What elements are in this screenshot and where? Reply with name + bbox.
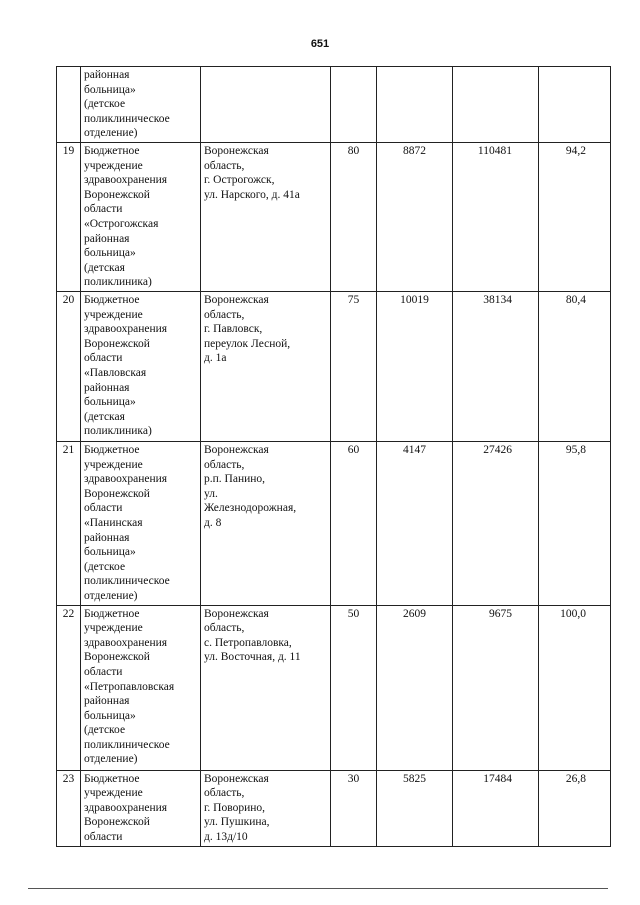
institution-name-cell [81,442,201,606]
address-cell [201,605,331,770]
value-3: 38134 [483,294,512,306]
table-row [57,442,611,606]
value-2-cell [377,442,453,606]
institution-name-line: поликлиника) [84,425,152,438]
address-line: область, [204,787,245,800]
institution-name-line: «Павловская [84,366,147,379]
value-1-cell [331,442,377,606]
table-row [57,605,611,770]
address-cell [201,292,331,442]
value-4-cell [539,770,611,846]
address-line: область, [204,622,245,635]
address-line: Железнодорожная, [204,502,297,515]
value-4-cell [539,67,611,143]
value-4: 26,8 [565,772,586,785]
institution-name-line: здравоохранения [84,473,168,486]
institution-name-line: области [84,830,123,843]
institution-name-line: поликлиническое [84,112,170,125]
institution-name-line: больница» [84,396,136,409]
value-1: 30 [347,772,360,785]
institution-name-line: отделение) [84,589,138,602]
value-3-cell [453,67,539,143]
institution-name-line: поликлиника) [84,276,152,289]
row-number-cell [57,770,81,846]
institution-name-line: больница» [84,709,136,722]
row-number: 20 [62,294,75,306]
row-number: 22 [62,607,75,620]
bottom-rule [28,888,608,889]
address-line: Воронежская [204,444,269,456]
institution-name-line: «Петропавловская [84,680,175,693]
value-3-cell [453,442,539,606]
value-2: 5825 [403,772,426,785]
institution-name-line: отделение) [84,127,138,140]
institution-name-cell [81,143,201,292]
institution-name-line: районная [84,232,130,245]
address-line: Воронежская [204,294,269,306]
value-2-cell [377,143,453,292]
value-3: 110481 [477,145,512,157]
value-3: 9675 [489,607,512,620]
row-number-cell [57,442,81,606]
value-4: 80,4 [565,294,586,306]
institution-name-line: учреждение [84,159,143,172]
table-row [57,770,611,846]
institution-name-line: (детское [84,98,126,111]
value-1: 80 [347,145,360,157]
row-number: 23 [62,772,75,785]
institution-name-line: поликлиническое [84,738,170,751]
institution-name-line: (детское [84,724,126,737]
table-row [57,292,611,442]
address-line: д. 8 [204,516,222,529]
address-line: с. Петропавловка, [204,636,292,649]
institution-name-line: больница» [84,247,136,260]
address-line: переулок Лесной, [204,337,291,350]
institution-name-line: учреждение [84,458,143,471]
institution-name-line: больница» [84,546,136,559]
address-line: область, [204,159,245,172]
value-2-cell [377,605,453,770]
address-line: г. Поворино, [204,801,266,814]
value-3-cell [453,292,539,442]
address-line: р.п. Панино, [204,473,266,486]
address-line: область, [204,458,245,471]
institution-name-line: больница» [84,83,136,96]
value-3-cell [453,143,539,292]
value-3: 17484 [483,772,512,785]
institution-name-line: здравоохранения [84,801,168,814]
institution-name-line: Воронежской [84,651,150,664]
institution-name-line: (детская [84,410,125,423]
address-line: область, [204,308,245,321]
institution-name-line: области [84,502,123,515]
institution-name-line: области [84,203,123,216]
row-number-cell [57,605,81,770]
value-2: 10019 [400,294,429,306]
institution-name-line: учреждение [84,622,143,635]
address-line: Воронежская [204,772,269,785]
value-1: 50 [347,607,360,620]
value-4: 100,0 [560,607,586,620]
institution-name-line: Воронежской [84,487,150,500]
institution-name-line: районная [84,695,130,708]
row-number: 19 [62,145,75,157]
institution-name-line: здравоохранения [84,636,168,649]
institution-name-line: районная [84,531,130,544]
value-1: 60 [347,444,360,456]
address-line: Воронежская [204,145,269,157]
value-2: 8872 [403,145,426,157]
institution-name-line: Воронежской [84,188,150,201]
institution-name-line: Воронежской [84,816,150,829]
address-line: Воронежская [204,607,269,620]
address-line: ул. Пушкина, [204,816,270,829]
value-3-cell [453,770,539,846]
address-cell [201,770,331,846]
institution-name-line: здравоохранения [84,174,168,187]
value-1: 75 [347,294,360,306]
institution-name-cell [81,605,201,770]
address-line: ул. Нарского, д. 41а [204,188,300,201]
row-number-cell [57,143,81,292]
institution-name-cell [81,67,201,143]
value-4: 94,2 [565,145,586,157]
value-2: 2609 [403,607,426,620]
value-2: 4147 [403,444,426,456]
value-4-cell [539,292,611,442]
institution-name-line: учреждение [84,787,143,800]
institution-name-line: (детская [84,261,125,274]
row-number: 21 [62,444,75,456]
institution-name-line: Бюджетное [84,145,140,157]
institution-name-line: отделение) [84,753,138,766]
value-1-cell [331,770,377,846]
page-number: 651 [310,38,330,50]
institution-name-line: поликлиническое [84,575,170,588]
value-4: 95,8 [565,444,586,456]
value-1-cell [331,143,377,292]
institution-name-line: районная [84,381,130,394]
value-1-cell [331,292,377,442]
address-line: д. 13д/10 [204,830,248,843]
value-2-cell [377,67,453,143]
value-4-cell [539,143,611,292]
address-line: ул. Восточная, д. 11 [204,651,301,664]
table-row [57,67,611,143]
value-2-cell [377,292,453,442]
address-cell [201,143,331,292]
value-1-cell [331,605,377,770]
facilities-table [56,66,611,847]
value-1-cell [331,67,377,143]
institution-name-cell [81,292,201,442]
address-cell [201,442,331,606]
institution-name-line: Воронежской [84,337,150,350]
institution-name-line: Бюджетное [84,772,140,785]
institution-name-line: Бюджетное [84,294,140,306]
value-4-cell [539,605,611,770]
table-row [57,143,611,292]
address-cell [201,67,331,143]
value-3: 27426 [483,444,512,456]
institution-name-line: Бюджетное [84,607,140,620]
value-3-cell [453,605,539,770]
address-line: г. Острогожск, [204,174,275,187]
address-line: ул. [204,487,218,500]
row-number-cell [57,292,81,442]
address-line: д. 1а [204,352,227,365]
institution-name-line: «Панинская [84,516,143,529]
row-number-cell [57,67,81,143]
institution-name-line: области [84,665,123,678]
institution-name-line: районная [84,69,130,81]
institution-name-line: Бюджетное [84,444,140,456]
institution-name-line: «Острогожская [84,217,159,230]
institution-name-cell [81,770,201,846]
value-4-cell [539,442,611,606]
value-2-cell [377,770,453,846]
institution-name-line: здравоохранения [84,323,168,336]
institution-name-line: учреждение [84,308,143,321]
address-line: г. Павловск, [204,323,263,336]
institution-name-line: (детское [84,560,126,573]
institution-name-line: области [84,352,123,365]
